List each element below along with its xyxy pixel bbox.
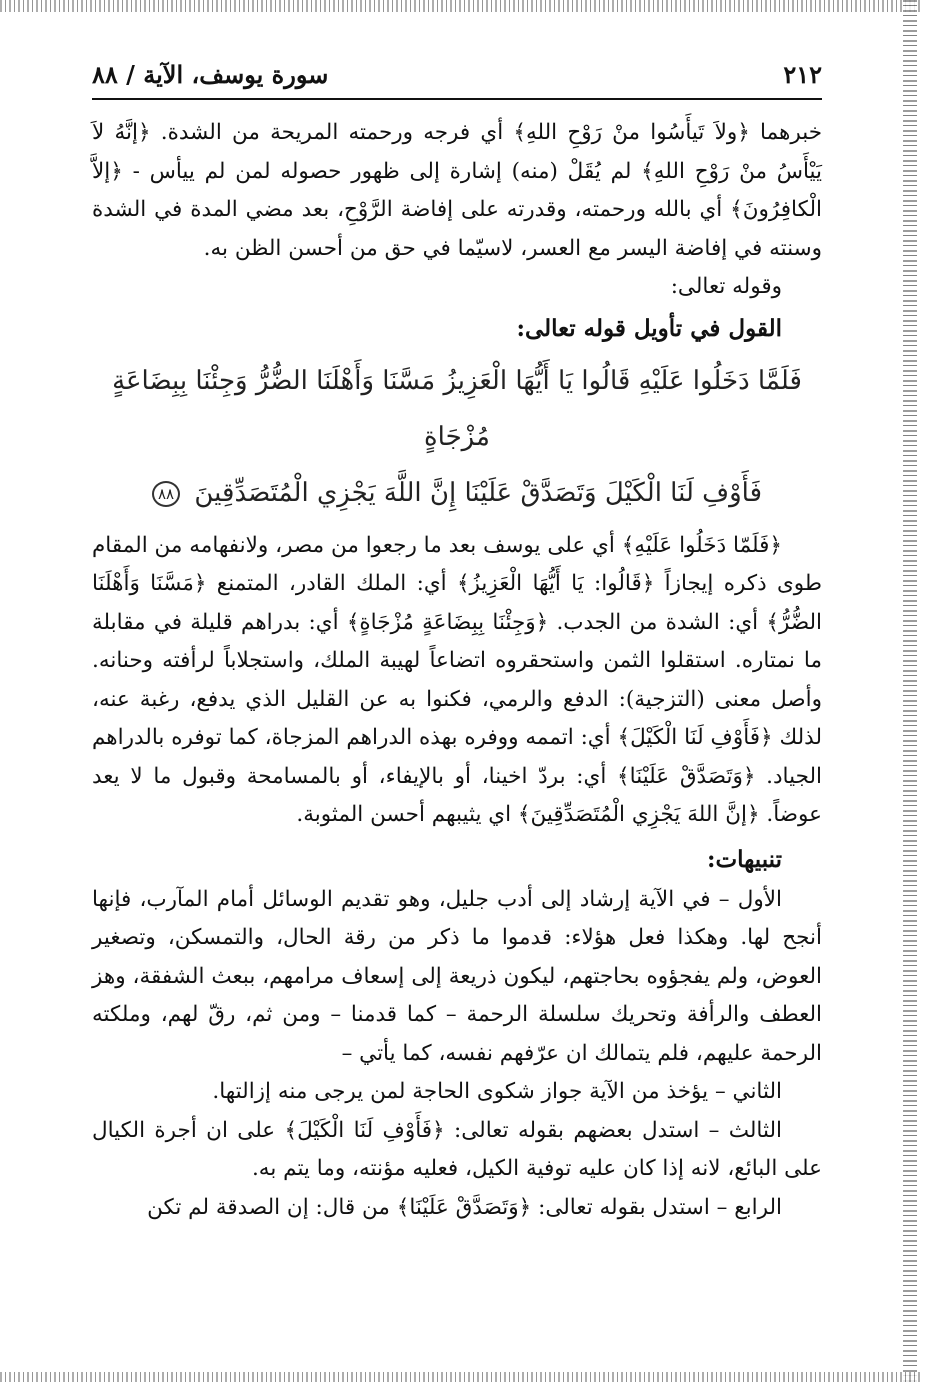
section-heading: القول في تأويل قوله تعالى: bbox=[516, 314, 782, 342]
paragraph-1: خبرهما ﴿ولاَ تَيأَسُوا منْ رَوْحِ اللهِ﴾ أي فرجه ورحمته المريحة من الشدة. ﴿إنَّهُ لاَ يَيْأَسُ منْ رَوْحِ اللهِ﴾ لم يُقَلْ (منه) إشارة إلى ظهور حصوله لمن لم ييأس - ﴿إلاَّ الْكافِرُونَ﴾ أي بالله ورحمته، وقدرته على إفاضة الرَّوْحِ، بعد مضي المدة في الشدة وسنته في إفاضة اليسر مع العسر، لاسيّما في حق من أحسن الظن به. bbox=[92, 120, 822, 261]
verse-number-marker: ٨٨ bbox=[152, 481, 180, 507]
paragraph-7: الرابع – استدل بقوله تعالى: ﴿وَتَصَدَّقْ عَلَيْنَا﴾ من قال: إن الصدقة لم تكن bbox=[147, 1194, 782, 1220]
verse-line-2-text: فَأَوْفِ لَنَا الْكَيْلَ وَتَصَدَّقْ عَلَيْنَا إِنَّ اللَّهَ يَجْزِي الْمُتَصَدِّقِينَ bbox=[194, 477, 762, 508]
decorative-border-bottom bbox=[0, 1372, 920, 1382]
header-rule bbox=[92, 98, 822, 100]
decorative-border-top bbox=[0, 0, 920, 12]
verse-line-2 bbox=[92, 465, 822, 521]
quran-verse bbox=[92, 353, 822, 521]
book-page bbox=[92, 60, 822, 1227]
decorative-border-right bbox=[903, 0, 917, 1382]
paragraph-4: الأول – في الآية إرشاد إلى أدب جليل، وهو تقديم الوسائل أمام المآرب، فإنها أنجح لها. وهكذا فعل هؤلاء: قدموا ما ذكر من رقة الحال، والتمسكن، وتصغير العوض، ولم يفجؤوه بحاجتهم، ليكون ذريعة إلى إسعاف مرامهم، ببعث الشفقة، وهز العطف والرأفة وتحريك سلسلة الرحمة – كما قدمنا – ومن ثم، رقّ لهم، وملكته الرحمة عليهم، فلم يتمالك ان عرّفهم نفسه، كما يأتي – bbox=[92, 886, 822, 1066]
paragraph-6: الثالث – استدل بعضهم بقوله تعالى: ﴿فَأَوْفِ لَنَا الْكَيْلَ﴾ على ان أجرة الكيال على البائع، لانه إذا كان عليه توفية الكيل، فعليه مؤنته، وما يتم به. bbox=[92, 1117, 822, 1181]
verse-line-1: فَلَمَّا دَخَلُوا عَلَيْهِ قَالُوا يَا أَيُّهَا الْعَزِيزُ مَسَّنَا وَأَهْلَنَا الضُّرُّ وَجِئْنَا بِبِضَاعَةٍ مُزْجَاةٍ bbox=[112, 365, 802, 452]
paragraph-3: ﴿فَلَمّا دَخَلُوا عَلَيْهِ﴾ أي على يوسف بعد ما رجعوا من مصر، ولانفهامه من المقام طوى ذكره إيجازاً ﴿قَالُوا: يَا أَيُّهَا الْعَزِيزُ﴾ أي: الملك القادر، المتمنع ﴿مَسَّنَا وَأَهْلَنَا الضُّرُّ﴾ أي: الشدة من الجدب. ﴿وَجِئْنَا بِبِضَاعَةٍ مُزْجَاةٍ﴾ أي: بدراهم قليلة في مقابلة ما نمتاره. استقلوا الثمن واستحقروه اتضاعاً لهيبة الملك، واستجلاباً لرأفته وحنانه. وأصل معنى (التزجية): الدفع والرمي، فكنوا به عن القليل الذي يدفع، رغبة عنه، لذلك ﴿فَأَوْفِ لَنَا الْكَيْلَ﴾ أي: اتممه ووفره بهذه الدراهم المزجاة، كما توفره بالدراهم الجياد. ﴿وَتَصَدَّقْ عَلَيْنَا﴾ أي: بردّ اخينا، أو بالإيفاء، أو بالمسامحة وقبول ما لا يعد عوضاً. ﴿إنَّ اللهَ يَجْزِي الْمُتَصَدِّقِينَ﴾ اي يثيبهم أحسن المثوبة. bbox=[92, 532, 822, 827]
paragraph-2: وقوله تعالى: bbox=[670, 274, 782, 299]
paragraph-5: الثاني – يؤخذ من الآية جواز شكوى الحاجة لمن يرجى منه إزالتها. bbox=[212, 1079, 782, 1104]
running-title: سورة يوسف، الآية / ٨٨ bbox=[92, 60, 329, 89]
page-number: ٢١٢ bbox=[783, 60, 822, 89]
page-header bbox=[92, 60, 822, 96]
notes-heading: تنبيهات: bbox=[707, 845, 782, 873]
